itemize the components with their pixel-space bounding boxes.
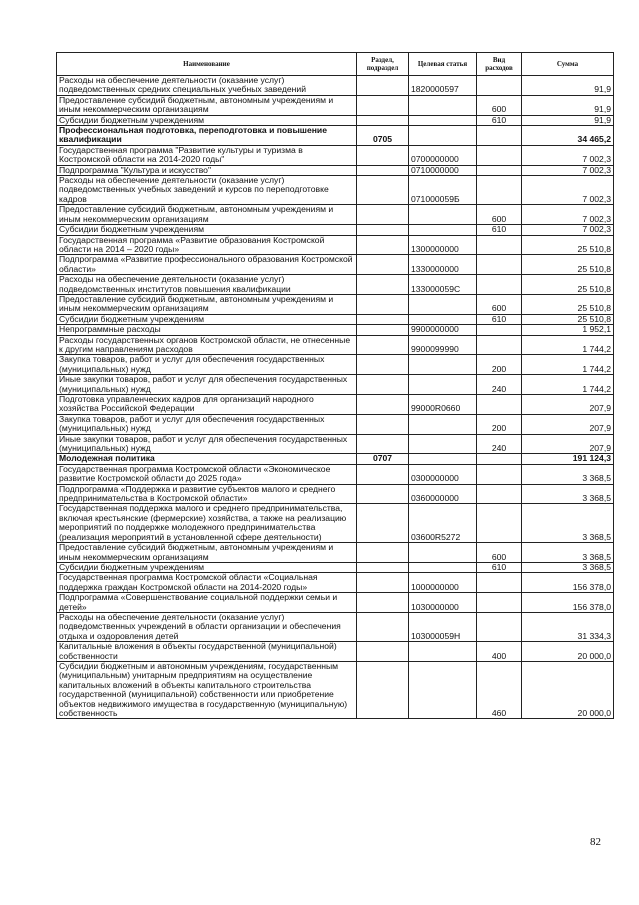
cell-target: 133000059С <box>409 275 477 295</box>
cell-section <box>357 375 409 395</box>
cell-sum: 3 368,5 <box>522 484 614 504</box>
cell-section <box>357 562 409 572</box>
header-name: Наименование <box>57 53 357 76</box>
table-row <box>57 434 614 454</box>
cell-section <box>357 115 409 125</box>
cell-name: Государственная программа «Развитие образования Костромской области на 2014 – 2020 годы» <box>57 235 357 255</box>
cell-name: Подпрограмма «Развитие профессионального образования Костромской области» <box>57 255 357 275</box>
cell-target <box>409 225 477 235</box>
cell-name: Иные закупки товаров, работ и услуг для обеспечения государственных (муниципальных) нужд <box>57 375 357 395</box>
cell-name: Подпрограмма "Культура и искусство" <box>57 165 357 175</box>
cell-target: 9900099990 <box>409 335 477 355</box>
table-row <box>57 414 614 434</box>
cell-section <box>357 314 409 324</box>
table-row <box>57 454 614 464</box>
cell-target <box>409 314 477 324</box>
table-row <box>57 314 614 324</box>
cell-target: 99000R0660 <box>409 395 477 415</box>
cell-section <box>357 95 409 115</box>
cell-section <box>357 275 409 295</box>
cell-target: 1300000000 <box>409 235 477 255</box>
cell-target <box>409 642 477 662</box>
cell-name: Расходы на обеспечение деятельности (оказание услуг) подведомственных институтов повышения квалификации <box>57 275 357 295</box>
cell-section: 0707 <box>357 454 409 464</box>
cell-sum: 91,9 <box>522 76 614 96</box>
cell-section <box>357 205 409 225</box>
cell-target: 103000059Н <box>409 612 477 641</box>
cell-sum: 156 378,0 <box>522 573 614 593</box>
cell-name: Государственная программа "Развитие культуры и туризма в Костромской области на 2014-2020 годы" <box>57 145 357 165</box>
cell-target: 0710000000 <box>409 165 477 175</box>
table-row <box>57 145 614 165</box>
cell-kind <box>477 593 522 613</box>
table-row <box>57 325 614 335</box>
cell-target: 0700000000 <box>409 145 477 165</box>
cell-target <box>409 543 477 563</box>
cell-target: 03600R5272 <box>409 504 477 543</box>
cell-kind <box>477 255 522 275</box>
table-row <box>57 275 614 295</box>
table-row <box>57 355 614 375</box>
cell-name: Предоставление субсидий бюджетным, автономным учреждениям и иным некоммерческим организациям <box>57 294 357 314</box>
cell-target <box>409 126 477 146</box>
table-row <box>57 115 614 125</box>
table-row <box>57 484 614 504</box>
cell-name: Непрограммные расходы <box>57 325 357 335</box>
cell-kind: 600 <box>477 95 522 115</box>
budget-table <box>56 52 614 719</box>
cell-sum: 25 510,8 <box>522 255 614 275</box>
cell-sum: 34 465,2 <box>522 126 614 146</box>
cell-name: Предоставление субсидий бюджетным, автономным учреждениям и иным некоммерческим организациям <box>57 205 357 225</box>
cell-kind: 610 <box>477 562 522 572</box>
cell-kind: 600 <box>477 294 522 314</box>
cell-sum: 1 744,2 <box>522 355 614 375</box>
cell-section <box>357 145 409 165</box>
page-number: 82 <box>590 836 601 848</box>
table-row <box>57 562 614 572</box>
cell-name: Предоставление субсидий бюджетным, автономным учреждениям и иным некоммерческим организациям <box>57 543 357 563</box>
budget-sheet <box>56 52 613 719</box>
cell-target <box>409 414 477 434</box>
header-target: Целевая статья <box>409 53 477 76</box>
table-header-row <box>57 53 614 76</box>
cell-section <box>357 642 409 662</box>
cell-name: Расходы на обеспечение деятельности (оказание услуг) подведомственных учебных заведений и курсов по переподготовке кадров <box>57 176 357 205</box>
cell-target: 1330000000 <box>409 255 477 275</box>
table-row <box>57 205 614 225</box>
cell-sum: 25 510,8 <box>522 294 614 314</box>
cell-sum: 31 334,3 <box>522 612 614 641</box>
cell-target: 1030000000 <box>409 593 477 613</box>
cell-kind <box>477 76 522 96</box>
table-row <box>57 294 614 314</box>
cell-sum: 91,9 <box>522 115 614 125</box>
cell-sum: 1 744,2 <box>522 335 614 355</box>
cell-name: Субсидии бюджетным и автономным учреждениям, государственным (муниципальным) унитарным предприятиям на осуществление капитальных вложений в объекты капитального строительства государственной (муниципальной) собственности или приобретение объектов недвижимого имущества в государственную (муниципальную) собственность <box>57 661 357 718</box>
cell-target: 1820000597 <box>409 76 477 96</box>
cell-name: Предоставление субсидий бюджетным, автономным учреждениям и иным некоммерческим организациям <box>57 95 357 115</box>
table-row <box>57 95 614 115</box>
table-row <box>57 593 614 613</box>
cell-target <box>409 95 477 115</box>
cell-name: Подпрограмма «Совершенствование социальной поддержки семьи и детей» <box>57 593 357 613</box>
cell-sum: 1 952,1 <box>522 325 614 335</box>
cell-kind: 200 <box>477 414 522 434</box>
cell-sum: 207,9 <box>522 395 614 415</box>
cell-section <box>357 325 409 335</box>
table-row <box>57 543 614 563</box>
cell-kind: 600 <box>477 543 522 563</box>
table-body <box>57 76 614 719</box>
cell-target <box>409 434 477 454</box>
header-sum: Сумма <box>522 53 614 76</box>
cell-section <box>357 165 409 175</box>
cell-kind <box>477 325 522 335</box>
cell-kind: 240 <box>477 375 522 395</box>
cell-name: Субсидии бюджетным учреждениям <box>57 115 357 125</box>
cell-sum: 91,9 <box>522 95 614 115</box>
cell-section <box>357 176 409 205</box>
cell-section <box>357 612 409 641</box>
cell-section <box>357 395 409 415</box>
cell-section <box>357 484 409 504</box>
cell-name: Закупка товаров, работ и услуг для обеспечения государственных (муниципальных) нужд <box>57 414 357 434</box>
table-row <box>57 126 614 146</box>
table-row <box>57 225 614 235</box>
cell-section <box>357 235 409 255</box>
cell-name: Профессиональная подготовка, переподготовка и повышение квалификации <box>57 126 357 146</box>
cell-section <box>357 573 409 593</box>
cell-section <box>357 355 409 375</box>
cell-kind <box>477 275 522 295</box>
cell-target <box>409 661 477 718</box>
cell-kind <box>477 235 522 255</box>
cell-section <box>357 335 409 355</box>
cell-sum: 7 002,3 <box>522 176 614 205</box>
cell-sum: 7 002,3 <box>522 225 614 235</box>
cell-kind <box>477 165 522 175</box>
cell-kind <box>477 484 522 504</box>
table-row <box>57 165 614 175</box>
table-row <box>57 235 614 255</box>
cell-section <box>357 543 409 563</box>
cell-name: Молодежная политика <box>57 454 357 464</box>
cell-target <box>409 355 477 375</box>
cell-sum: 1 744,2 <box>522 375 614 395</box>
cell-kind: 600 <box>477 205 522 225</box>
cell-sum: 7 002,3 <box>522 205 614 225</box>
cell-sum: 191 124,3 <box>522 454 614 464</box>
cell-section <box>357 434 409 454</box>
cell-kind: 460 <box>477 661 522 718</box>
cell-target <box>409 454 477 464</box>
cell-name: Субсидии бюджетным учреждениям <box>57 562 357 572</box>
table-row <box>57 255 614 275</box>
cell-section <box>357 255 409 275</box>
table-row <box>57 335 614 355</box>
cell-name: Государственная программа Костромской области «Экономическое развитие Костромской области до 2025 года» <box>57 464 357 484</box>
cell-kind <box>477 145 522 165</box>
cell-section <box>357 294 409 314</box>
cell-name: Расходы государственных органов Костромской области, не отнесенные к другим направлениям расходов <box>57 335 357 355</box>
cell-sum: 20 000,0 <box>522 642 614 662</box>
table-row <box>57 464 614 484</box>
cell-kind: 610 <box>477 115 522 125</box>
cell-kind <box>477 454 522 464</box>
cell-section <box>357 225 409 235</box>
cell-name: Субсидии бюджетным учреждениям <box>57 225 357 235</box>
cell-sum: 25 510,8 <box>522 275 614 295</box>
cell-sum: 156 378,0 <box>522 593 614 613</box>
table-row <box>57 642 614 662</box>
table-row <box>57 375 614 395</box>
cell-sum: 25 510,8 <box>522 314 614 324</box>
cell-sum: 3 368,5 <box>522 464 614 484</box>
cell-name: Государственная поддержка малого и среднего предпринимательства, включая крестьянские (фермерские) хозяйства, а также на реализацию мероприятий по поддержке молодежного предпринимательства (реализация мероприятий в установленной сфере деятельности) <box>57 504 357 543</box>
header-kind: Вид расходов <box>477 53 522 76</box>
cell-kind <box>477 126 522 146</box>
cell-sum: 207,9 <box>522 414 614 434</box>
cell-sum: 207,9 <box>522 434 614 454</box>
cell-kind <box>477 176 522 205</box>
cell-sum: 7 002,3 <box>522 145 614 165</box>
table-row <box>57 504 614 543</box>
table-row <box>57 176 614 205</box>
cell-target: 9900000000 <box>409 325 477 335</box>
cell-section: 0705 <box>357 126 409 146</box>
cell-kind <box>477 573 522 593</box>
cell-section <box>357 76 409 96</box>
cell-section <box>357 661 409 718</box>
table-row <box>57 395 614 415</box>
cell-name: Расходы на обеспечение деятельности (оказание услуг) подведомственных учреждений в области организации и обеспечения отдыха и оздоровления детей <box>57 612 357 641</box>
cell-kind: 610 <box>477 225 522 235</box>
table-row <box>57 76 614 96</box>
cell-sum: 25 510,8 <box>522 235 614 255</box>
cell-kind: 240 <box>477 434 522 454</box>
cell-target <box>409 205 477 225</box>
cell-kind: 610 <box>477 314 522 324</box>
table-row <box>57 661 614 718</box>
table-row <box>57 612 614 641</box>
cell-target: 0360000000 <box>409 484 477 504</box>
cell-sum: 20 000,0 <box>522 661 614 718</box>
cell-kind: 200 <box>477 355 522 375</box>
cell-section <box>357 504 409 543</box>
cell-target <box>409 562 477 572</box>
cell-kind <box>477 464 522 484</box>
cell-name: Подпрограмма «Поддержка и развитие субъектов малого и среднего предпринимательства в Костромской области» <box>57 484 357 504</box>
cell-sum: 3 368,5 <box>522 543 614 563</box>
cell-name: Иные закупки товаров, работ и услуг для обеспечения государственных (муниципальных) нужд <box>57 434 357 454</box>
cell-name: Субсидии бюджетным учреждениям <box>57 314 357 324</box>
cell-section <box>357 464 409 484</box>
cell-kind: 400 <box>477 642 522 662</box>
table-row <box>57 573 614 593</box>
cell-sum: 7 002,3 <box>522 165 614 175</box>
cell-target <box>409 375 477 395</box>
cell-kind <box>477 335 522 355</box>
cell-section <box>357 414 409 434</box>
header-section: Раздел, подраздел <box>357 53 409 76</box>
cell-name: Расходы на обеспечение деятельности (оказание услуг) подведомственных средних специальных учебных заведений <box>57 76 357 96</box>
cell-target: 0300000000 <box>409 464 477 484</box>
cell-kind <box>477 504 522 543</box>
cell-target: 071000059Б <box>409 176 477 205</box>
cell-sum: 3 368,5 <box>522 562 614 572</box>
cell-name: Государственная программа Костромской области «Социальная поддержка граждан Костромской области на 2014-2020 годы» <box>57 573 357 593</box>
cell-name: Подготовка управленческих кадров для организаций народного хозяйства Российской Федерации <box>57 395 357 415</box>
cell-name: Закупка товаров, работ и услуг для обеспечения государственных (муниципальных) нужд <box>57 355 357 375</box>
cell-sum: 3 368,5 <box>522 504 614 543</box>
cell-section <box>357 593 409 613</box>
cell-target: 1000000000 <box>409 573 477 593</box>
cell-target <box>409 294 477 314</box>
cell-name: Капитальные вложения в объекты государственной (муниципальной) собственности <box>57 642 357 662</box>
cell-kind <box>477 612 522 641</box>
cell-target <box>409 115 477 125</box>
cell-kind <box>477 395 522 415</box>
